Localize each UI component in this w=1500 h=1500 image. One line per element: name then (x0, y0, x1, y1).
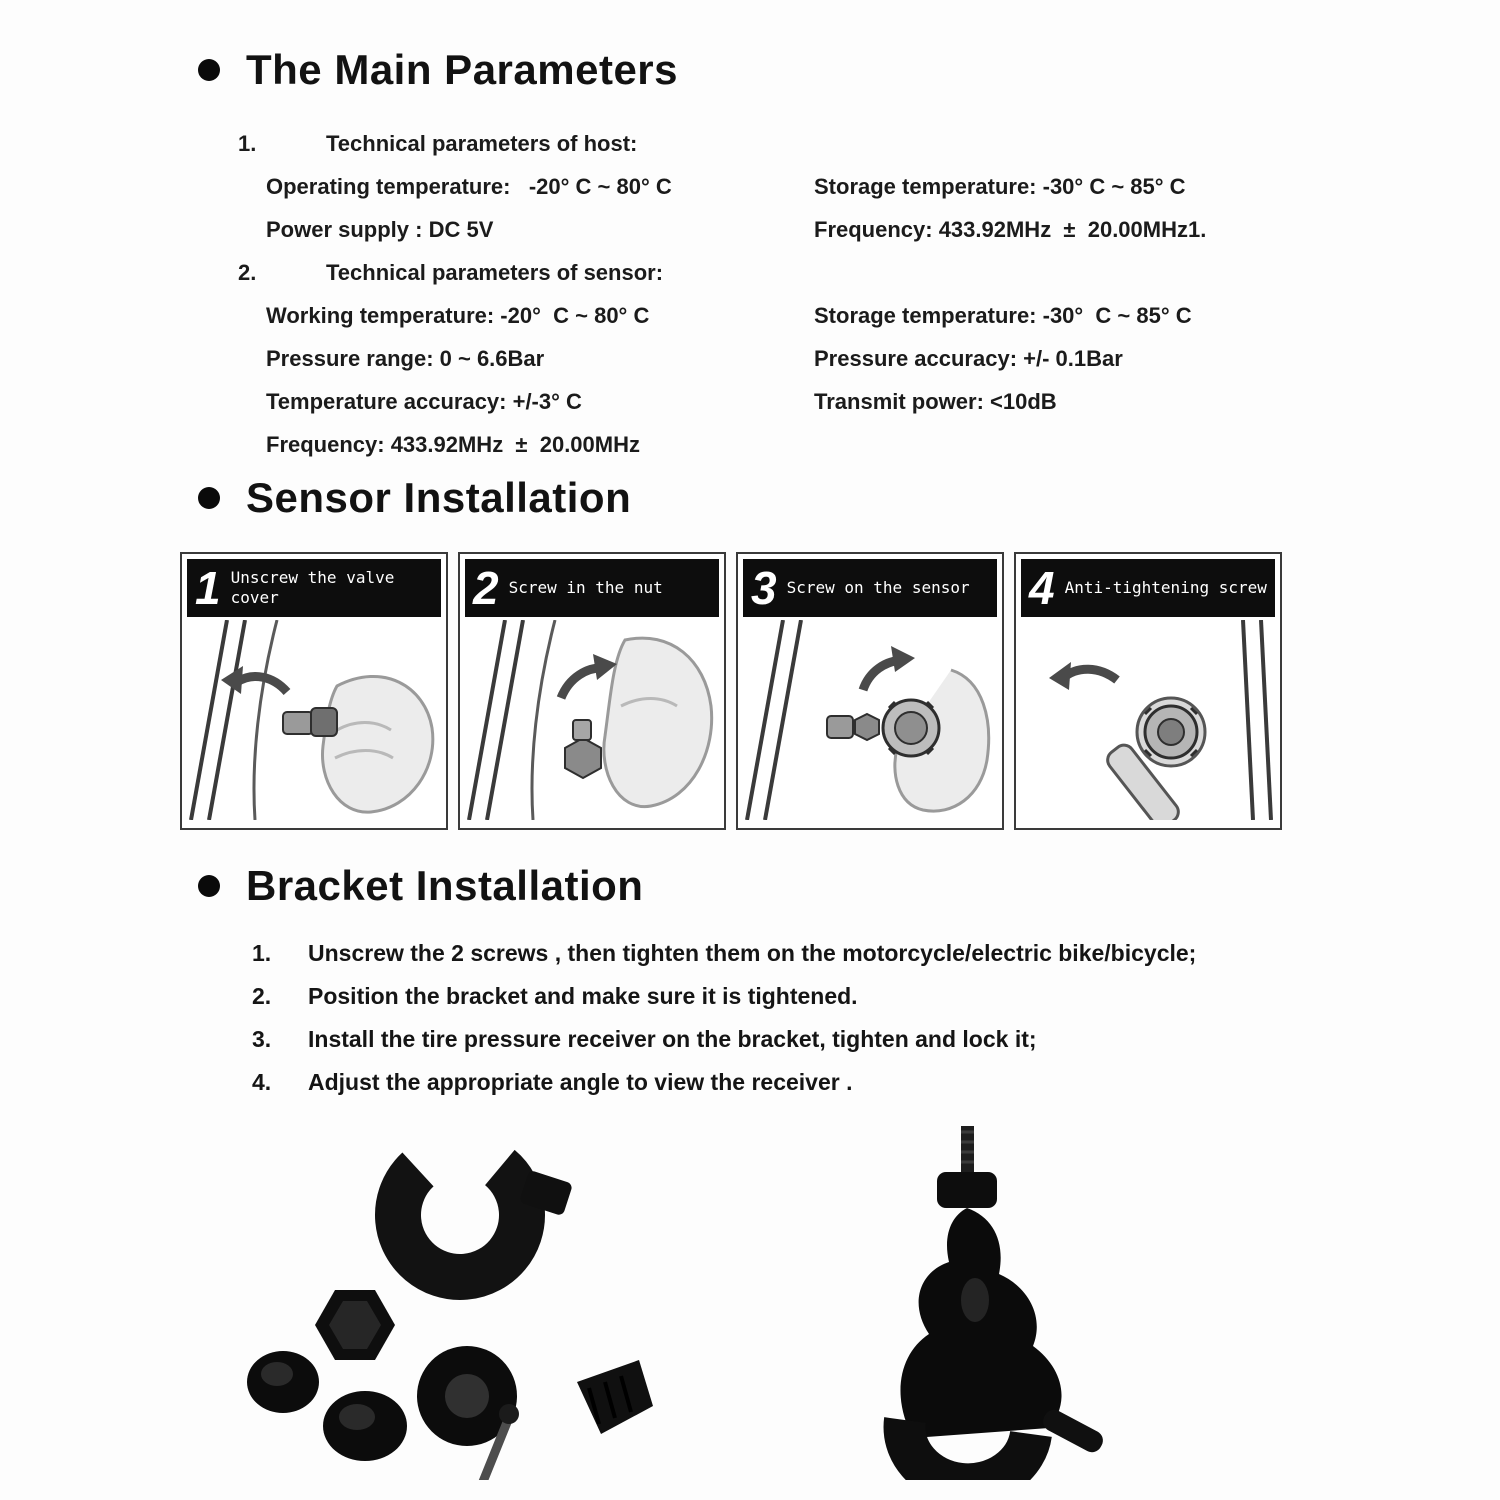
param-row (238, 294, 1418, 337)
screw-on-sensor-illustration (743, 620, 995, 820)
list-item-text: Unscrew the 2 screws , then tighten them on the motorcycle/electric bike/bicycle; (308, 940, 1197, 966)
receiver-bracket-group (900, 1126, 1106, 1480)
step-header (465, 559, 719, 617)
main-parameters-header (198, 46, 678, 94)
param-group-label: Technical parameters of sensor: (326, 259, 664, 285)
param-row (238, 165, 1418, 208)
bullet-icon (198, 59, 220, 81)
param-text: Temperature accuracy: +/-3° C (266, 388, 582, 414)
step-caption: Unscrew the valve cover (230, 568, 395, 607)
parameters-section (238, 122, 1418, 466)
step-number: 2 (473, 562, 499, 614)
sensor-installation-title: Sensor Installation (246, 474, 632, 521)
bullet-icon (198, 487, 220, 509)
param-group-label: Technical parameters of host: (326, 130, 638, 156)
list-item (252, 1018, 1372, 1061)
param-text: Operating temperature: -20° C ~ 80° C (266, 173, 672, 199)
param-text: Storage temperature: -30° C ~ 85° C (814, 173, 1186, 199)
bracket-installation-header (198, 862, 643, 910)
step-caption: Screw in the nut (508, 578, 663, 597)
param-text: Working temperature: -20° C ~ 80° C (266, 302, 650, 328)
list-item (252, 1061, 1372, 1104)
param-text: Frequency: 433.92MHz ± 20.00MHz (266, 431, 640, 457)
param-text: Pressure accuracy: +/- 0.1Bar (814, 345, 1123, 371)
step-number: 1 (195, 562, 221, 614)
list-item-text: Adjust the appropriate angle to view the receiver . (308, 1069, 853, 1095)
param-group-number: 1. (238, 130, 257, 156)
step-number: 3 (751, 562, 777, 614)
list-item (252, 975, 1372, 1018)
anti-tightening-screw-illustration (1021, 620, 1273, 820)
step-caption: Screw on the sensor (786, 578, 970, 597)
param-row (238, 380, 1418, 423)
bracket-parts-photo (205, 1120, 1295, 1480)
bracket-photos (205, 1120, 1295, 1485)
step-header (187, 559, 441, 617)
step-header (1021, 559, 1275, 617)
step-number: 4 (1029, 562, 1055, 614)
param-row (238, 423, 1418, 466)
param-text: Storage temperature: -30° C ~ 85° C (814, 302, 1192, 328)
param-text: Frequency: 433.92MHz ± 20.00MHz1. (814, 216, 1207, 242)
param-row (238, 208, 1418, 251)
step-panel-2 (458, 552, 726, 830)
step-panel-4 (1014, 552, 1282, 830)
list-item-number: 2. (252, 983, 272, 1009)
bullet-icon (198, 875, 220, 897)
bracket-parts-group (247, 1128, 653, 1480)
step-panel-1 (180, 552, 448, 830)
step-header (743, 559, 997, 617)
list-item-number: 1. (252, 940, 272, 966)
list-item-number: 4. (252, 1069, 272, 1095)
sensor-installation-steps (180, 552, 1282, 830)
param-row (238, 337, 1418, 380)
list-item-text: Install the tire pressure receiver on the bracket, tighten and lock it; (308, 1026, 1037, 1052)
param-group-number: 2. (238, 259, 257, 285)
list-item-number: 3. (252, 1026, 272, 1052)
param-text: Power supply : DC 5V (266, 216, 494, 242)
step-caption: Anti-tightening screw (1064, 578, 1267, 597)
param-group-host (238, 122, 1418, 165)
unscrew-valve-cover-illustration (187, 620, 439, 820)
param-group-sensor (238, 251, 1418, 294)
sensor-installation-header (198, 474, 631, 522)
screw-in-nut-illustration (465, 620, 717, 820)
list-item (252, 932, 1372, 975)
step-panel-3 (736, 552, 1004, 830)
param-text: Pressure range: 0 ~ 6.6Bar (266, 345, 545, 371)
param-text: Transmit power: <10dB (814, 388, 1057, 414)
bracket-installation-title: Bracket Installation (246, 862, 644, 909)
main-parameters-title: The Main Parameters (246, 46, 679, 93)
bracket-installation-list (252, 932, 1372, 1104)
list-item-text: Position the bracket and make sure it is tightened. (308, 983, 858, 1009)
